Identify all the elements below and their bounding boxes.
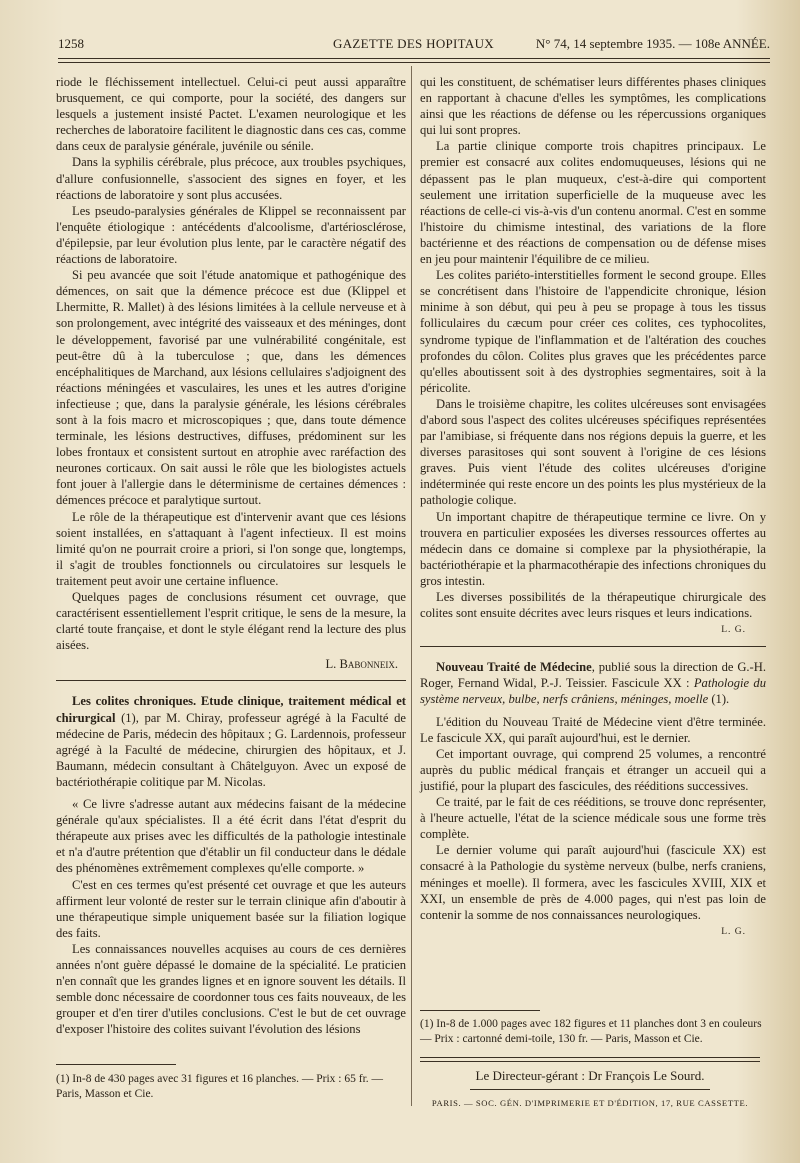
paragraph: L'édition du Nouveau Traité de Médecine vient d'être terminée. Le fascicule XX, qui paraît aujourd'hui, est le dernier. bbox=[420, 714, 766, 745]
issue-info: N° 74, 14 septembre 1935. — 108e ANNÉE. bbox=[535, 36, 770, 51]
right-column bbox=[420, 74, 766, 940]
book-subtitle: Pathologie du système nerveux, bulbe, nerfs crâniens, méninges, moelle bbox=[420, 676, 766, 707]
paragraph: riode le fléchissement intellectuel. Celui-ci peut aussi apparaître brusquement, ce qui comporte, pour la société, des dangers sur lesquels a justement insisté Pactet. L'examen neurologique et les recherches de laboratoire facilitent le diagnostic dans ces cas, comme dans ceux de paralysie générale, juvénile ou sénile. bbox=[56, 75, 406, 154]
book-title: Nouveau Traité de Médecine bbox=[436, 660, 592, 675]
paragraph: Le dernier volume qui paraît aujourd'hui (fascicule XX) est consacré à la Pathologie du système nerveux (bulbe, nerfs craniens, méninges et moelle). Il formera, avec les fascicules XVIII, XIX et XXI, un ensemble de près de 4.000 pages, qui n'est pas loin de contenir la somme de nos connaissances neurologiques. bbox=[420, 843, 766, 922]
signature: L. G. bbox=[721, 926, 746, 937]
book-details: (1), par M. Chiray, professeur agrégé à la Faculté de médecine de Paris, médecin des hôpitaux ; G. Lardennois, professeur agrégé à la Faculté de médecine, chirurgien des hôpitaux, et J. Baumann, médecin consultant à Châtelguyon. Avec un exposé de bactériothérapie colitique par M. Nicolas. bbox=[56, 710, 406, 789]
book-note: (1). bbox=[708, 692, 730, 707]
section-rule bbox=[56, 680, 406, 681]
paragraph: Dans le troisième chapitre, les colites ulcéreuses sont envisagées d'abord sous l'aspect des colites ulcéreuses spécifiques représentées par l'amibiase, si fréquente dans nos régions depuis la guerre, et les diverses parasitoses qui sont souvent à l'origine de ces lésions graves. Puis vient l'étude des colites ulcéreuses d'origine indéterminée qui reste encore un des points les plus mystérieux de la pathologie colique. bbox=[420, 396, 766, 508]
paragraph: C'est en ces termes qu'est présenté cet ouvrage et que les auteurs affirment leur volonté de rester sur le terrain clinique afin d'aboutir à une thérapeutique simple uniquement basée sur la filiation logique des faits. bbox=[56, 877, 406, 940]
section-rule bbox=[420, 646, 766, 647]
footnote-rule bbox=[420, 1010, 540, 1011]
bottom-rule-thin bbox=[420, 1061, 760, 1062]
bottom-rule bbox=[420, 1057, 760, 1058]
printer-imprint: PARIS. — SOC. GÉN. D'IMPRIMERIE ET D'ÉDITION, 17, RUE CASSETTE. bbox=[431, 1098, 749, 1108]
book-review-heading bbox=[420, 659, 766, 707]
footnote: (1) In-8 de 430 pages avec 31 figures et 16 planches. — Prix : 65 fr. — Paris, Masson et Cie. bbox=[56, 1073, 384, 1100]
footnote: (1) In-8 de 1.000 pages avec 182 figures et 11 planches dont 3 en couleurs — Prix : cartonné demi-toile, 130 fr. — Paris, Masson et Cie. bbox=[420, 1018, 762, 1045]
paragraph: Les connaissances nouvelles acquises au cours de ces dernières années n'ont guère dépassé le domaine de la spécialité. Le praticien n'en connaît que les grandes lignes et en ignore souvent les détails. Il semble donc nécessaire de coordonner tous ces faits nouveaux, de les grouper et d'en tirer d'utiles conclusions. C'est le but de cet ouvrage d'exposer l'histoire des colites suivant l'évolution des lésions bbox=[56, 941, 406, 1037]
paragraph: Dans la syphilis cérébrale, plus précoce, aux troubles psychiques, d'allure confusionnelle, s'associent des signes en foyer, et les réactions de laboratoire y sont plus accusées. bbox=[56, 155, 406, 202]
page-header bbox=[58, 36, 770, 56]
journal-title: GAZETTE DES HOPITAUX bbox=[333, 36, 494, 51]
imprint-rule bbox=[470, 1089, 710, 1090]
paragraph: « Ce livre s'adresse autant aux médecins faisant de la médecine générale qu'aux spécialistes. Il a été écrit dans l'état d'esprit du thérapeute aux prises avec les difficultés de la pathologie intestinale et n'a d'autre prétention que d'établir un fil conducteur dans le dédale des phénomènes extrêmement complexes qu'elle comporte. » bbox=[56, 797, 406, 876]
paragraph: Quelques pages de conclusions résument cet ouvrage, que caractérisent essentiellement l'esprit critique, le sens de la mesure, la clarté toute française, et dont le style élégant rend la lecture des plus aisées. bbox=[56, 590, 406, 653]
paragraph: Si peu avancée que soit l'étude anatomique et pathogénique des démences, on sait que la démence précoce est due (Klippel et Lhermitte, R. Mallet) à des lésions limitées à la cellule nerveuse et à son prolongement, avec intégrité des vaisseaux et des méninges, dont le développement, favorisé par une vulnérabilité congénitale, est peut-être dû à la tuberculose ; que, dans les démences encéphalitiques de Marchand, aux lésions cellulaires s'adjoignent des réactions méningées et vasculaires, les unes et les autres d'origine infectieuse ; que, dans la paralysie générale, les lésions cérébrales sont à la fois macro et microscopiques ; que, dans toute démence terminale, les lésions destructives, diffuses, prédominent sur les lobes frontaux et consistent surtout en atrophie avec raréfaction des neurones corticaux. On sait aussi le rôle que les biologistes actuels font jouer à l'allergie dans le déterminisme de certaines démences : démences précoce et paralytique surtout. bbox=[56, 268, 406, 508]
page-number: 1258 bbox=[58, 36, 84, 51]
book-details: , publié sous la direction de G.-H. Roger, Fernand Widal, P.-J. Teissier. Fascicule XX : bbox=[420, 660, 766, 691]
paragraph: La partie clinique comporte trois chapitres principaux. Le premier est consacré aux colites endomuqueuses, lésions qui ne dépassent pas le plan muqueux, c'est-à-dire qui comportent seulement une irritation superficielle de la muqueuse avec les réactions de celle-ci vis-à-vis d'un contenu anormal. C'est en somme l'histoire du chimisme intestinal, des variations de la flore bactérienne et des réactions de compensation ou de défense mises en jeu pour maintenir l'équilibre de ce milieu. bbox=[420, 139, 766, 267]
header-rule bbox=[58, 58, 770, 59]
signature: L. G. bbox=[721, 625, 746, 636]
paragraph: Cet important ouvrage, qui comprend 25 volumes, a rencontré auprès du public médical français et étranger un accueil qui a justifié, pour la plupart des fascicules, des rééditions successives. bbox=[420, 746, 766, 793]
book-title: Les colites chroniques. Etude clinique, traitement médical et chirurgical bbox=[56, 694, 406, 725]
paragraph: Ce traité, par le fait de ces rééditions, se trouve donc représenter, à l'heure actuelle, l'état de la science médicale sous une forme très complète. bbox=[420, 795, 766, 842]
paragraph: Un important chapitre de thérapeutique termine ce livre. On y trouvera en particulier exposées les diverses ressources offertes au médecin dans ce domaine si complexe par la physiothérapie, la bactériothérapie et la pharmacothérapie des infections chroniques du gros intestin. bbox=[420, 509, 766, 588]
paragraph: Les pseudo-paralysies générales de Klippel se reconnaissent par l'enquête étiologique : antécédents d'alcoolisme, d'artériosclérose, d'épilepsie, par leur évolution plus lente, par le caractère négatif des réactions de laboratoire. bbox=[56, 203, 406, 267]
director-line: Le Directeur-gérant : Dr François Le Sourd. bbox=[475, 1068, 705, 1083]
paragraph: qui les constituent, de schématiser leurs différentes phases cliniques en rapportant à chacune d'elles les symptômes, les complications ainsi que les réactions de défense ou les répercussions organiques qui lui sont propres. bbox=[420, 75, 766, 138]
footnote-rule bbox=[56, 1064, 176, 1065]
book-review-heading bbox=[56, 693, 406, 790]
signature: L. Babonneix. bbox=[325, 657, 398, 672]
paragraph: Le rôle de la thérapeutique est d'intervenir avant que ces lésions soient installées, en s'attaquant à l'agent infectieux. Il est moins limité qu'on ne pourrait croire a priori, si l'on songe que, longtemps, il s'agit de troubles fonctionnels ou circulatoires sur lesquels le traitement peut avoir une certaine influence. bbox=[56, 509, 406, 588]
column-divider bbox=[411, 66, 412, 1106]
left-column bbox=[56, 74, 406, 1037]
paragraph: Les colites pariéto-interstitielles forment le second groupe. Elles se concrétisent dans l'histoire de l'appendicite chronique, lésion minime à son début, qui peu à peu se propage à tous les tissus folliculaires du cæcum pour créer ces colites, ces typhocolites, syndrome typique de l'inflammation et de l'altération des couches profondes du côlon. Colites plus graves que les précédentes parce qu'elles aboutissent soit à des dystrophies segmentaires, soit à la péricolite. bbox=[420, 268, 766, 395]
header-rule-thin bbox=[58, 62, 770, 63]
paragraph: Les diverses possibilités de la thérapeutique chirurgicale des colites sont ensuite décrites avec leurs risques et leurs indications. bbox=[420, 590, 766, 621]
